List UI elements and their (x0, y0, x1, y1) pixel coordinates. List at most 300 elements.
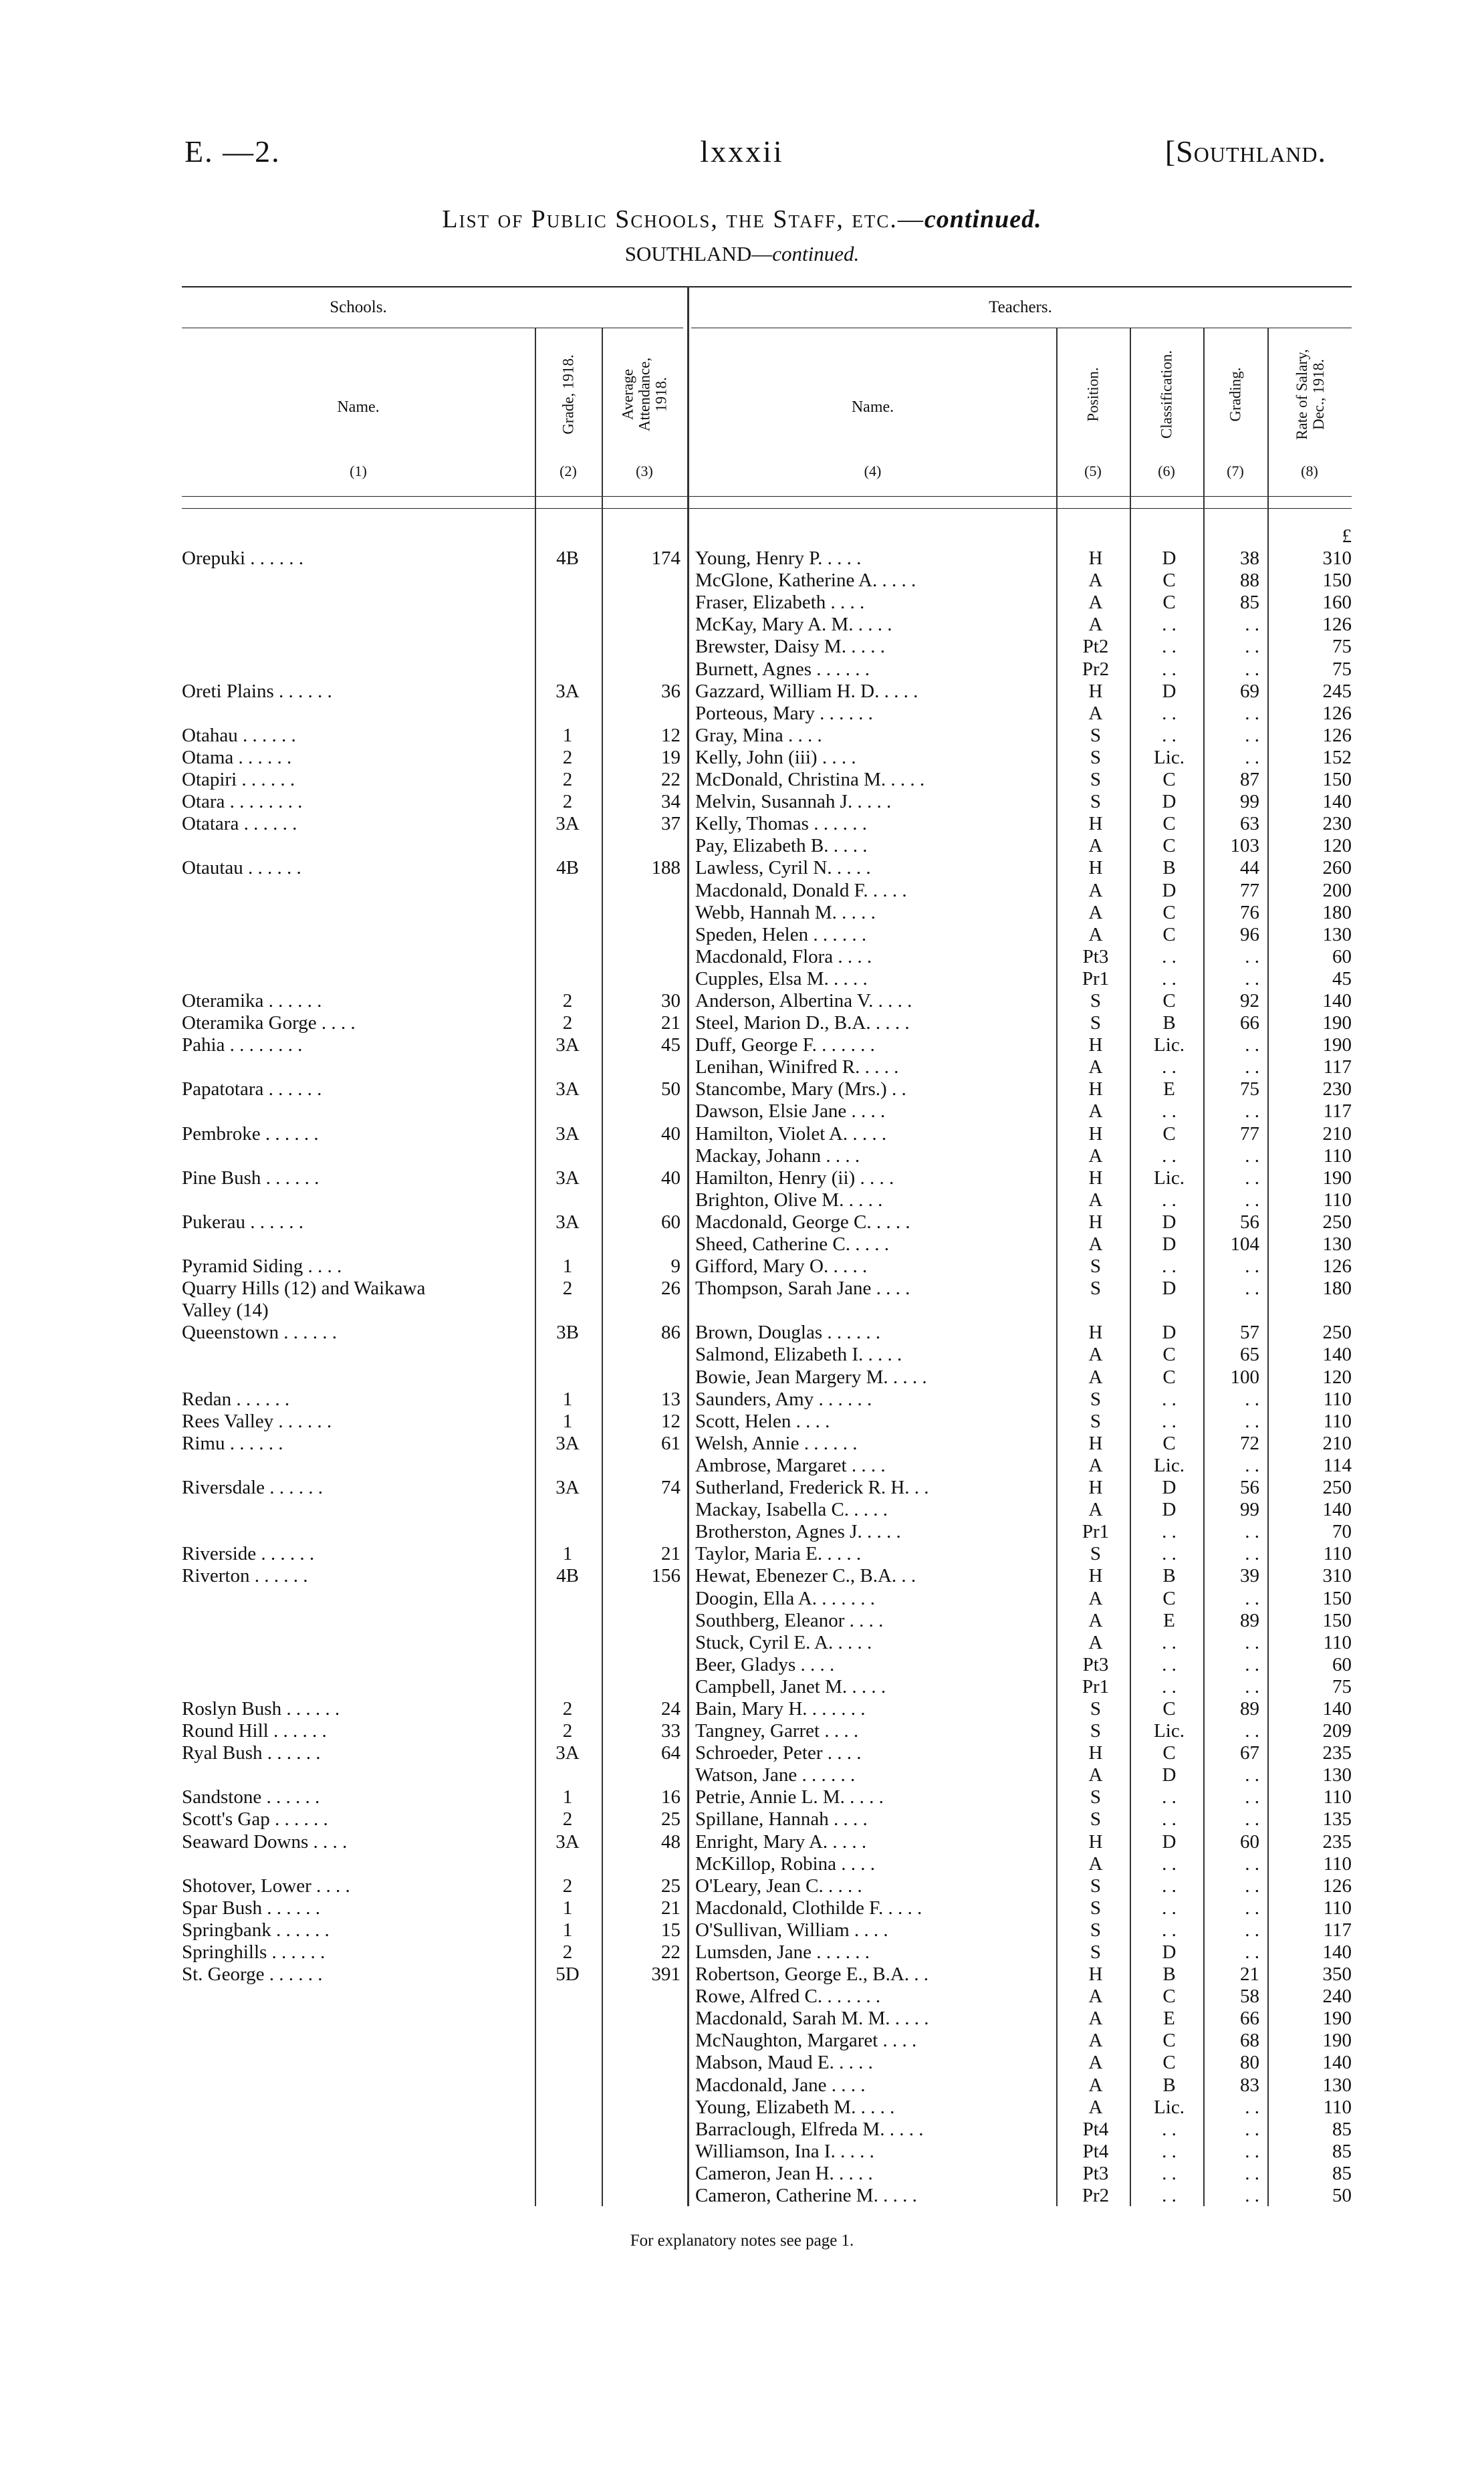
grading-cell: 88 (1240, 570, 1259, 592)
teacher-name-cell: Campbell, Janet M. . . . . (695, 1675, 886, 1697)
grading-cell: . . (1245, 1278, 1259, 1300)
position-cell: A (1088, 1986, 1103, 2008)
classification-cell: . . (1162, 1853, 1177, 1875)
classification-cell: . . (1162, 1875, 1177, 1897)
grading-cell: 69 (1240, 680, 1259, 702)
table-row (0, 725, 1484, 747)
position-cell: S (1090, 746, 1102, 768)
position-cell: H (1088, 1565, 1103, 1587)
grade-cell: 2 (562, 769, 573, 791)
teacher-name-cell: Enright, Mary A. . . . . (695, 1830, 867, 1853)
attendance-cell: 16 (661, 1786, 681, 1808)
position-cell: A (1088, 2052, 1103, 2074)
school-name-cell: Otautau . . . . . . (182, 857, 301, 879)
table-row (0, 1742, 1484, 1764)
teacher-name-cell: Hamilton, Violet A. . . . . (695, 1122, 887, 1145)
table-row (0, 1078, 1484, 1100)
position-cell: H (1088, 1964, 1103, 1986)
teacher-name-cell: Barraclough, Elfreda M. . . . . (695, 2118, 924, 2140)
salary-cell: 140 (1322, 989, 1352, 1012)
table-row (0, 1588, 1484, 1610)
school-name-cell: Rimu . . . . . . (182, 1432, 283, 1454)
classification-cell: D (1162, 1830, 1177, 1853)
grade-cell: 4B (556, 857, 579, 879)
attendance-cell: 24 (661, 1697, 681, 1720)
position-cell: A (1088, 1631, 1103, 1653)
salary-cell: 230 (1322, 1078, 1352, 1100)
classification-cell: Lic. (1154, 2096, 1185, 2118)
attendance-cell: 156 (651, 1565, 681, 1587)
table-row (0, 1145, 1484, 1167)
grading-cell: 89 (1240, 1697, 1259, 1720)
grading-cell: 76 (1240, 901, 1259, 923)
classification-cell: B (1162, 1565, 1176, 1587)
classification-cell: . . (1162, 1145, 1177, 1167)
table-row (0, 2185, 1484, 2207)
salary-cell: 200 (1322, 879, 1352, 901)
position-cell: H (1088, 1078, 1103, 1100)
classification-cell: . . (1162, 967, 1177, 989)
position-cell: S (1090, 1388, 1102, 1410)
grading-cell: . . (1245, 1100, 1259, 1122)
table-row (0, 1278, 1484, 1300)
classification-cell: D (1162, 1764, 1177, 1786)
position-cell: A (1088, 879, 1103, 901)
position-cell: S (1090, 1919, 1102, 1941)
classification-cell: Lic. (1154, 1720, 1185, 1742)
teacher-name-cell: Melvin, Susannah J. . . . . (695, 791, 892, 813)
classification-cell: C (1162, 1344, 1176, 1366)
position-cell: H (1088, 1322, 1103, 1344)
position-cell: S (1090, 1897, 1102, 1919)
school-name-cell: Quarry Hills (12) and Waikawa (182, 1278, 426, 1300)
table-row (0, 747, 1484, 769)
school-name-cell: Sandstone . . . . . . (182, 1786, 320, 1808)
position-cell: S (1090, 1012, 1102, 1034)
teacher-name-cell: Petrie, Annie L. M. . . . . (695, 1786, 884, 1808)
salary-cell: 140 (1322, 1697, 1352, 1720)
table-row (0, 880, 1484, 902)
school-name-cell: Shotover, Lower . . . . (182, 1875, 350, 1897)
teacher-name-cell: Lenihan, Winifred R. . . . . (695, 1056, 899, 1078)
teacher-name-cell: Mabson, Maud E. . . . . (695, 2052, 873, 2074)
position-cell: A (1088, 614, 1103, 636)
page-number: lxxxii (700, 134, 784, 168)
classification-cell: C (1162, 901, 1176, 923)
position-cell: Pt3 (1082, 1653, 1109, 1675)
salary-cell: 160 (1322, 592, 1352, 614)
grading-cell: 77 (1240, 879, 1259, 901)
table-row (0, 1698, 1484, 1720)
school-name-cell: Redan . . . . . . (182, 1388, 290, 1410)
teacher-name-cell: Beer, Gladys . . . . (695, 1653, 835, 1675)
grading-cell: . . (1245, 1786, 1259, 1808)
salary-cell: 117 (1323, 1100, 1352, 1122)
header-bottom-rule (182, 496, 1352, 497)
grading-cell: . . (1245, 1543, 1259, 1565)
school-name-cell: Pukerau . . . . . . (182, 1211, 304, 1233)
classification-cell: . . (1162, 945, 1177, 967)
position-cell: S (1090, 1697, 1102, 1720)
grading-cell: . . (1245, 945, 1259, 967)
classification-cell: Lic. (1154, 1167, 1185, 1189)
table-row (0, 1565, 1484, 1587)
classification-cell: C (1162, 1432, 1176, 1454)
teacher-name-cell: Macdonald, Flora . . . . (695, 945, 872, 967)
table-row (0, 1433, 1484, 1455)
grading-cell: . . (1245, 1454, 1259, 1476)
grading-cell: 100 (1230, 1366, 1259, 1388)
attendance-cell: 22 (661, 769, 681, 791)
grade-cell: 2 (562, 1875, 573, 1897)
table-row (0, 1189, 1484, 1211)
table-row (0, 1389, 1484, 1411)
table-row (0, 1853, 1484, 1875)
subtitle-main: SOUTHLAND— (624, 242, 773, 265)
salary-cell: 210 (1322, 1122, 1352, 1145)
grade-cell: 2 (562, 1012, 573, 1034)
position-cell: S (1090, 1808, 1102, 1830)
classification-cell: . . (1162, 1410, 1177, 1432)
salary-cell: 75 (1332, 636, 1352, 658)
school-name-cell: Otapiri . . . . . . (182, 769, 295, 791)
position-cell: A (1088, 1366, 1103, 1388)
table-row (0, 1256, 1484, 1278)
position-cell: S (1090, 1875, 1102, 1897)
teacher-name-cell: Scott, Helen . . . . (695, 1410, 830, 1432)
table-row (0, 1941, 1484, 1964)
grading-cell: 75 (1240, 1078, 1259, 1100)
teacher-name-cell: Anderson, Albertina V. . . . . (695, 989, 912, 1012)
salary-cell: 126 (1322, 1256, 1352, 1278)
attendance-cell: 36 (661, 680, 681, 702)
position-cell: H (1088, 548, 1103, 570)
classification-cell: D (1162, 680, 1177, 702)
position-cell: A (1088, 570, 1103, 592)
grading-cell: 58 (1240, 1986, 1259, 2008)
position-header: Position. (1084, 367, 1102, 422)
teacher-name-cell: Sheed, Catherine C. . . . . (695, 1233, 889, 1255)
school-name-cell: Seaward Downs . . . . (182, 1830, 348, 1853)
attendance-cell: 22 (661, 1941, 681, 1963)
grading-cell: . . (1245, 1521, 1259, 1543)
attendance-cell: 25 (661, 1875, 681, 1897)
attendance-cell: 188 (651, 857, 681, 879)
position-cell: H (1088, 1122, 1103, 1145)
salary-cell: 190 (1322, 2030, 1352, 2052)
grade-cell: 1 (562, 1256, 573, 1278)
grade-cell: 3A (555, 1830, 580, 1853)
salary-cell: 126 (1322, 1875, 1352, 1897)
salary-cell: 260 (1322, 857, 1352, 879)
teacher-name-cell: Dawson, Elsie Jane . . . . (695, 1100, 886, 1122)
grade-cell: 1 (562, 1919, 573, 1941)
attendance-cell: 86 (661, 1322, 681, 1344)
salary-cell: 130 (1322, 1764, 1352, 1786)
salary-cell: 190 (1322, 2008, 1352, 2030)
classification-cell: . . (1162, 1256, 1177, 1278)
classification-cell: C (1162, 1986, 1176, 2008)
attendance-cell: 13 (661, 1388, 681, 1410)
classification-cell: . . (1162, 2118, 1177, 2140)
school-name-cell: Otatara . . . . . . (182, 813, 297, 835)
school-name-cell: Oreti Plains . . . . . . (182, 680, 332, 702)
teacher-name-cell: Hewat, Ebenezer C., B.A. . . (695, 1565, 916, 1587)
classification-cell: E (1163, 2008, 1175, 2030)
grade-cell: 3A (555, 1211, 580, 1233)
table-row (0, 636, 1484, 658)
subtitle-continued: continued. (772, 242, 860, 265)
salary-cell: 210 (1322, 1432, 1352, 1454)
position-cell: Pr2 (1082, 658, 1110, 680)
table-row (0, 1100, 1484, 1122)
table-row (0, 1367, 1484, 1389)
attendance-cell: 61 (661, 1432, 681, 1454)
attendance-cell: 74 (661, 1477, 681, 1499)
position-cell: H (1088, 680, 1103, 702)
attendance-cell: 34 (661, 791, 681, 813)
teacher-name-cell: Cupples, Elsa M. . . . . (695, 967, 868, 989)
teacher-name-cell: O'Sullivan, William . . . . (695, 1919, 888, 1941)
classification-cell: D (1162, 1477, 1177, 1499)
classification-cell: . . (1162, 1919, 1177, 1941)
position-cell: Pt2 (1082, 636, 1109, 658)
grade-cell: 3A (555, 680, 580, 702)
salary-cell: 85 (1332, 2118, 1352, 2140)
classification-cell: C (1162, 1366, 1176, 1388)
salary-cell: 140 (1322, 1344, 1352, 1366)
grade-cell: 3A (555, 813, 580, 835)
grading-cell: . . (1245, 1631, 1259, 1653)
position-cell: A (1088, 1587, 1103, 1609)
position-cell: A (1088, 1189, 1103, 1211)
salary-cell: 50 (1332, 2185, 1352, 2207)
attendance-cell: 26 (661, 1278, 681, 1300)
teacher-name-cell: Spillane, Hannah . . . . (695, 1808, 868, 1830)
position-cell: H (1088, 1432, 1103, 1454)
attendance-cell: 15 (661, 1919, 681, 1941)
table-row (0, 1808, 1484, 1830)
teacher-name-cell: Steel, Marion D., B.A. . . . . (695, 1012, 910, 1034)
grading-cell: . . (1245, 1764, 1259, 1786)
classification-cell: D (1162, 1278, 1177, 1300)
salary-cell: 140 (1322, 1941, 1352, 1963)
teacher-name-cell: McDonald, Christina M. . . . . (695, 769, 925, 791)
classification-cell: D (1162, 548, 1177, 570)
classification-cell: . . (1162, 1543, 1177, 1565)
classification-header: Classification. (1158, 350, 1175, 439)
salary-cell: 60 (1332, 1653, 1352, 1675)
salary-cell: 310 (1322, 1565, 1352, 1587)
teacher-name-cell: Macdonald, Sarah M. M. . . . . (695, 2008, 929, 2030)
classification-cell: B (1162, 1964, 1176, 1986)
grade-cell: 3A (555, 1078, 580, 1100)
school-name-cell: Riversdale . . . . . . (182, 1477, 324, 1499)
table-row (0, 1012, 1484, 1034)
grading-cell: 38 (1240, 548, 1259, 570)
position-cell: A (1088, 1499, 1103, 1521)
grade-cell: 3A (555, 1477, 580, 1499)
teacher-name-cell: Brotherston, Agnes J. . . . . (695, 1521, 901, 1543)
attendance-cell: 45 (661, 1034, 681, 1056)
teacher-name-cell: Brown, Douglas . . . . . . (695, 1322, 881, 1344)
position-cell: A (1088, 702, 1103, 724)
salary-cell: 110 (1323, 1786, 1352, 1808)
salary-cell: 120 (1322, 835, 1352, 857)
teacher-name-cell: McNaughton, Margaret . . . . (695, 2030, 917, 2052)
position-cell: A (1088, 1344, 1103, 1366)
table-row (0, 2075, 1484, 2097)
position-cell: S (1090, 1720, 1102, 1742)
grading-cell: . . (1245, 1853, 1259, 1875)
column-number: (2) (560, 463, 577, 479)
grading-cell: 99 (1240, 1499, 1259, 1521)
grading-cell: . . (1245, 1919, 1259, 1941)
table-row (0, 1720, 1484, 1742)
attendance-cell: 21 (661, 1897, 681, 1919)
salary-cell: 60 (1332, 945, 1352, 967)
classification-cell: . . (1162, 2162, 1177, 2184)
teacher-name-cell: Thompson, Sarah Jane . . . . (695, 1278, 910, 1300)
grading-cell: . . (1245, 2096, 1259, 2118)
school-name-cell: Otama . . . . . . (182, 746, 292, 768)
classification-cell: Lic. (1154, 746, 1185, 768)
position-cell: A (1088, 1145, 1103, 1167)
salary-cell: 235 (1322, 1830, 1352, 1853)
teacher-name-cell: Pay, Elizabeth B. . . . . (695, 835, 868, 857)
table-row (0, 548, 1484, 570)
table-row (0, 1786, 1484, 1808)
table-row (0, 1897, 1484, 1919)
grading-cell: 66 (1240, 2008, 1259, 2030)
table-row (0, 1964, 1484, 1986)
salary-cell: 110 (1323, 1897, 1352, 1919)
classification-cell: C (1162, 923, 1176, 945)
page-reference: E. —2. (184, 134, 281, 168)
grading-cell: . . (1245, 614, 1259, 636)
table-row (0, 525, 1484, 548)
position-cell: A (1088, 1233, 1103, 1255)
table-row (0, 1521, 1484, 1543)
table-row (0, 2141, 1484, 2163)
grading-cell: . . (1245, 636, 1259, 658)
grading-cell: 63 (1240, 813, 1259, 835)
grading-cell: 99 (1240, 791, 1259, 813)
salary-cell: 209 (1322, 1720, 1352, 1742)
table-row (0, 946, 1484, 968)
attendance-cell: 48 (661, 1830, 681, 1853)
teacher-name-cell: Welsh, Annie . . . . . . (695, 1432, 858, 1454)
teacher-name-cell: Salmond, Elizabeth I. . . . . (695, 1344, 902, 1366)
table-row (0, 924, 1484, 946)
teacher-name-cell: Kelly, Thomas . . . . . . (695, 813, 867, 835)
table-row (0, 2119, 1484, 2141)
salary-cell: 245 (1322, 680, 1352, 702)
salary-cell: 140 (1322, 1499, 1352, 1521)
classification-cell: . . (1162, 1388, 1177, 1410)
salary-cell: 114 (1323, 1454, 1352, 1476)
position-cell: A (1088, 1056, 1103, 1078)
salary-cell: 110 (1323, 1631, 1352, 1653)
teacher-name-cell: Hamilton, Henry (ii) . . . . (695, 1167, 894, 1189)
grading-cell: . . (1245, 1941, 1259, 1963)
grade-cell: 1 (562, 724, 573, 746)
title-main: List of Public Schools, the Staff, etc.— (442, 205, 924, 233)
attendance-cell: 60 (661, 1211, 681, 1233)
school-name-cell: Oteramika . . . . . . (182, 989, 322, 1012)
grading-cell: 87 (1240, 769, 1259, 791)
teacher-name-cell: McGlone, Katherine A. . . . . (695, 570, 916, 592)
school-name-cell: Pahia . . . . . . . . (182, 1034, 303, 1056)
teacher-name-cell: Duff, George F. . . . . . . (695, 1034, 875, 1056)
school-name-cell: Valley (14) (182, 1300, 269, 1322)
table-row (0, 1654, 1484, 1676)
grading-cell: 57 (1240, 1322, 1259, 1344)
classification-cell: D (1162, 1499, 1177, 1521)
classification-cell: . . (1162, 1100, 1177, 1122)
salary-cell: 190 (1322, 1167, 1352, 1189)
salary-cell: 126 (1322, 724, 1352, 746)
classification-cell: D (1162, 879, 1177, 901)
salary-cell: 110 (1323, 1543, 1352, 1565)
classification-cell: . . (1162, 1675, 1177, 1697)
grade-cell: 2 (562, 1941, 573, 1963)
teacher-name-cell: Young, Henry P. . . . . (695, 548, 862, 570)
position-cell: H (1088, 857, 1103, 879)
school-name-cell: Pembroke . . . . . . (182, 1122, 319, 1145)
teacher-name-cell: Bowie, Jean Margery M. . . . . (695, 1366, 927, 1388)
table-row (0, 990, 1484, 1012)
table-top-rule (182, 286, 1352, 287)
position-cell: A (1088, 835, 1103, 857)
teacher-name-cell: Bain, Mary H. . . . . . . (695, 1697, 866, 1720)
position-cell: Pt3 (1082, 2162, 1109, 2184)
position-cell: S (1090, 989, 1102, 1012)
grade-cell: 3A (555, 1167, 580, 1189)
grade-cell: 2 (562, 791, 573, 813)
grading-cell: 89 (1240, 1609, 1259, 1631)
school-name-cell: Oteramika Gorge . . . . (182, 1012, 356, 1034)
table-row (0, 1764, 1484, 1786)
position-cell: S (1090, 1278, 1102, 1300)
teacher-name-cell: Burnett, Agnes . . . . . . (695, 658, 870, 680)
school-name-cell: Riverside . . . . . . (182, 1543, 315, 1565)
attendance-cell: 33 (661, 1720, 681, 1742)
position-cell: S (1090, 1256, 1102, 1278)
position-cell: H (1088, 1830, 1103, 1853)
teacher-name-cell: Stancombe, Mary (Mrs.) . . (695, 1078, 906, 1100)
table-row (0, 1211, 1484, 1233)
position-cell: H (1088, 1477, 1103, 1499)
classification-cell: C (1162, 2030, 1176, 2052)
attendance-cell: 12 (661, 1410, 681, 1432)
table-row (0, 1986, 1484, 2008)
salary-cell: 85 (1332, 2162, 1352, 2184)
grading-cell: . . (1245, 967, 1259, 989)
school-name-cell: Otahau . . . . . . (182, 724, 296, 746)
salary-cell: 150 (1322, 769, 1352, 791)
classification-cell: . . (1162, 2185, 1177, 2207)
schools-staff-table (0, 525, 1484, 2207)
classification-cell: C (1162, 813, 1176, 835)
grade-cell: 2 (562, 1278, 573, 1300)
salary-cell: 75 (1332, 1675, 1352, 1697)
school-name-cell: Spar Bush . . . . . . (182, 1897, 321, 1919)
table-row (0, 2163, 1484, 2185)
classification-cell: D (1162, 1211, 1177, 1233)
column-number: (4) (864, 463, 882, 479)
table-row (0, 1610, 1484, 1632)
